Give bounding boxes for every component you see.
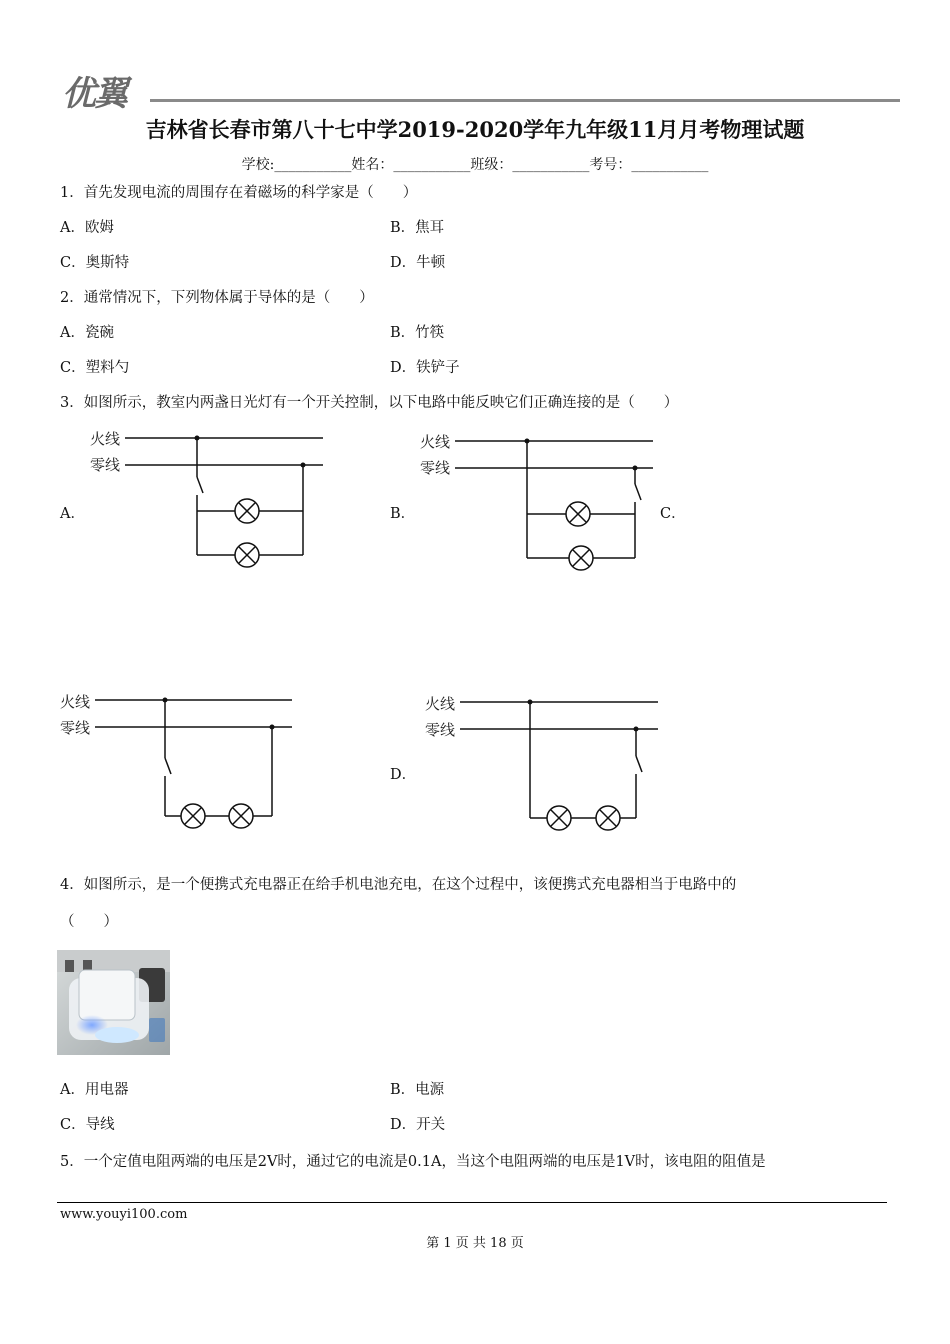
charger-photo [57,950,170,1055]
page-number: 第 1 页 共 18 页 [426,1236,524,1251]
question-4-option-b: B．电源 [390,1082,445,1098]
live-wire-label: 火线 [425,695,456,713]
circuit-diagram-a [85,425,335,575]
neutral-wire-label: 零线 [60,719,91,737]
neutral-wire-label: 零线 [425,721,456,739]
question-2-option-a: A．瓷碗 [60,325,114,341]
live-wire-label: 火线 [90,430,121,448]
neutral-wire-label: 零线 [420,459,451,477]
question-2-option-c: C．塑料勺 [60,360,130,376]
question-4-option-c: C．导线 [60,1117,115,1133]
question-3-label-a: A． [60,506,85,522]
question-1-option-c: C．奥斯特 [60,255,130,271]
question-4-stem-continued: （ ） [60,914,118,930]
circuit-diagram-b [415,428,665,578]
question-1-stem: 1．首先发现电流的周围存在着磁场的科学家是（ ） [60,185,418,201]
question-2-stem: 2．通常情况下，下列物体属于导体的是（ ） [60,290,374,306]
question-4-option-a: A．用电器 [60,1082,129,1098]
question-4-stem: 4．如图所示，是一个便携式充电器正在给手机电池充电，在这个过程中，该便携式充电器相当于电路中的 [60,877,737,893]
question-1-option-d: D．牛顿 [390,255,446,271]
footer-site: www.youyi100.com [60,1207,188,1222]
student-info-line: 学校:___________姓名：___________班级：___________考号：___________ [241,157,709,173]
question-2-option-d: D．铁铲子 [390,360,460,376]
question-3-stem: 3．如图所示，教室内两盏日光灯有一个开关控制，以下电路中能反映它们正确连接的是（ ） [60,395,679,411]
question-4-option-d: D．开关 [390,1117,446,1133]
footer-rule [57,1202,887,1203]
header-rule [150,99,900,102]
question-5-stem: 5．一个定值电阻两端的电压是2V时，通过它的电流是0.1A，当这个电阻两端的电压是1V时，该电阻的阻值是 [60,1154,766,1170]
logo: 优翼 [62,74,126,114]
question-3-label-b: B． [390,506,416,522]
live-wire-label: 火线 [60,693,91,711]
question-3-label-d: D． [390,767,417,783]
question-2-option-b: B．竹筷 [390,325,445,341]
neutral-wire-label: 零线 [90,456,121,474]
circuit-diagram-d [420,690,670,840]
page-title: 吉林省长春市第八十七中学2019-2020学年九年级11月月考物理试题 [145,117,805,142]
circuit-diagram-c [55,688,305,838]
question-1-option-b: B．焦耳 [390,220,445,236]
question-3-label-c: C． [660,506,686,522]
question-1-option-a: A．欧姆 [60,220,114,236]
live-wire-label: 火线 [420,433,451,451]
